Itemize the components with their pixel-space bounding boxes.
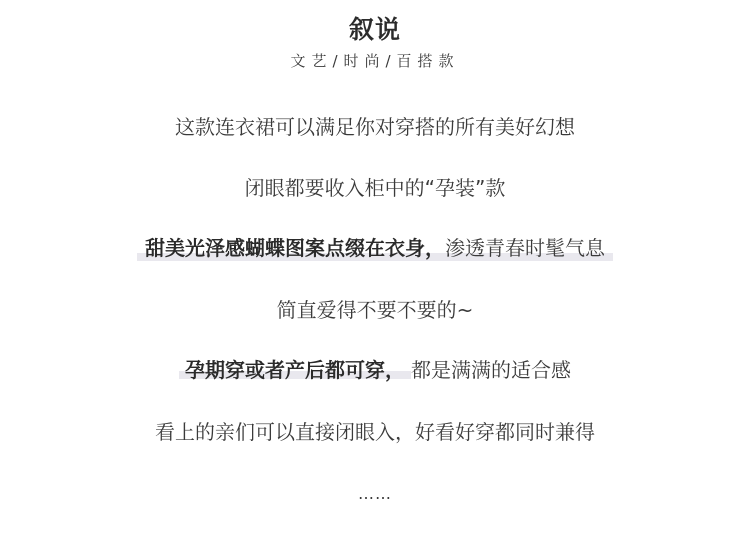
text-line-2: 闭眼都要收入柜中的“孕装”款 (244, 176, 506, 200)
text-line-6: 看上的亲们可以直接闭眼入，好看好穿都同时兼得 (155, 420, 595, 444)
regular-text: 都是满满的适合感 (411, 358, 571, 382)
bold-text: 甜美光泽感蝴蝶图案点缀在衣身， (145, 236, 445, 260)
page-subtitle: 文艺/时尚/百搭款 (290, 52, 460, 70)
text-line-5 (0, 356, 750, 384)
highlighted-line (137, 234, 613, 262)
ellipsis: …… (358, 484, 392, 503)
text-line-4: 简直爱得不要不要的~ (276, 298, 474, 322)
regular-text: 渗透青春时髦气息 (445, 236, 605, 260)
text-line-3 (0, 234, 750, 262)
page-title: 叙说 (348, 15, 401, 44)
highlighted-bold-text: 孕期穿或者产后都可穿， (179, 358, 411, 382)
text-line-1: 这款连衣裙可以满足你对穿搭的所有美好幻想 (175, 115, 575, 139)
